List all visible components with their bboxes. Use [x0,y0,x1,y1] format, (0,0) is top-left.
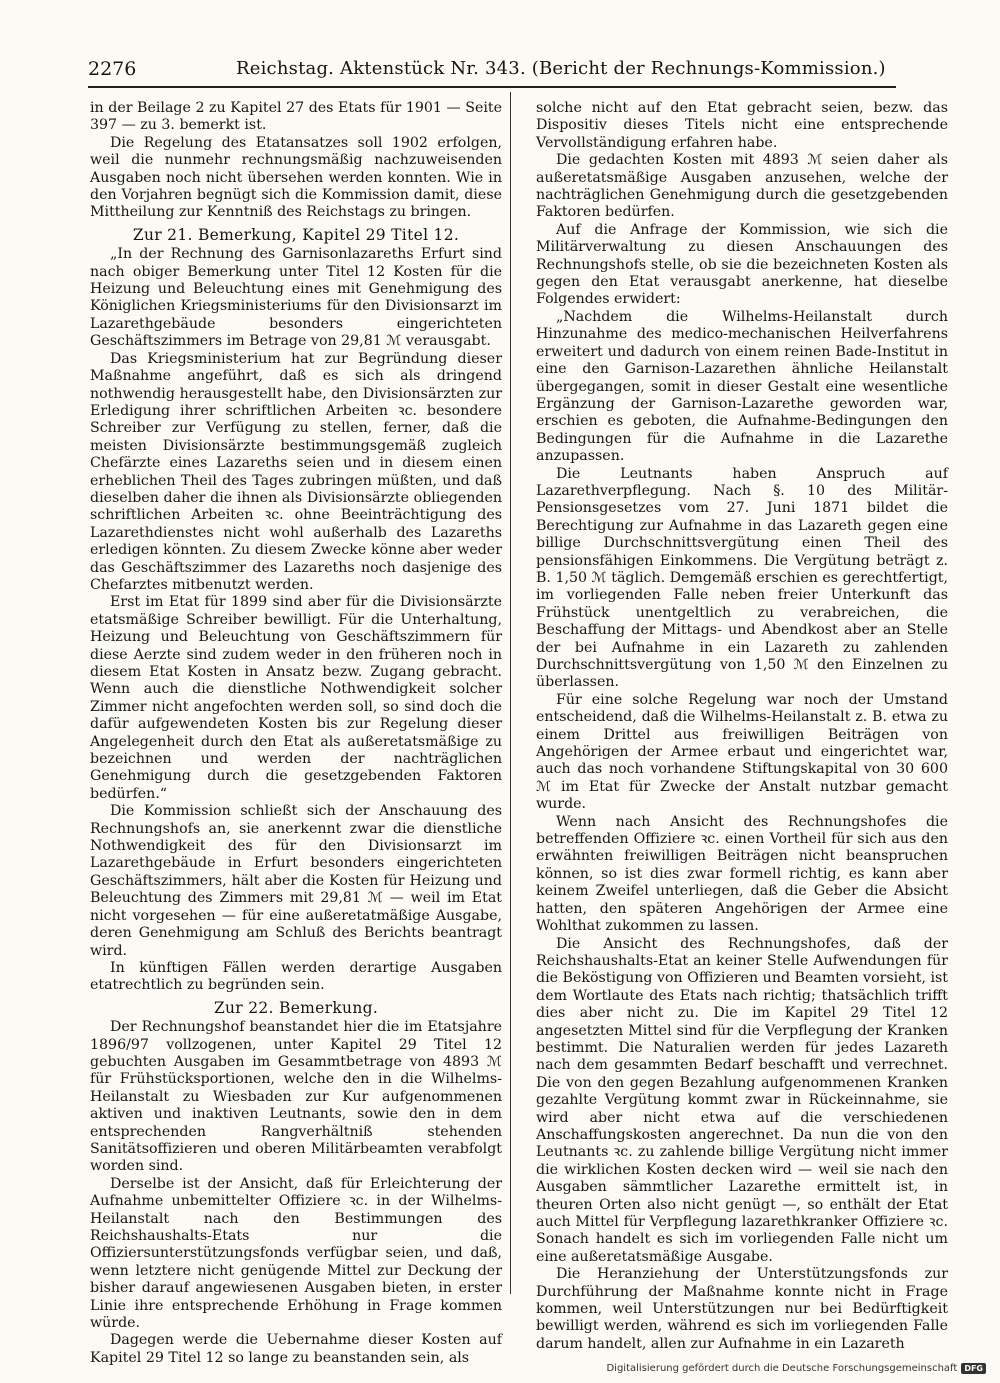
paragraph: Wenn nach Ansicht des Rechnungshofes die betreffenden Offiziere ꝛc. einen Vortheil für sich aus den erwähnten freiwilligen Beiträgen nicht beanspruchen können, so ist dies zwar formell richtig, es kann aber keinem Zweifel unterliegen, daß die Geber die Absicht hatten, den späteren Angehörigen der Armee eine Wohlthat zukommen zu lassen. [536,813,948,935]
page-number: 2276 [88,58,137,80]
paragraph: Der Rechnungshof beanstandet hier die im Etatsjahre 1896/97 vollzogenen, unter Kapitel 29 Titel 12 gebuchten Ausgaben im Gesammtbetrage von 4893 ℳ für Frühstücksportionen, welche den in die Wilhelms-Heilanstalt zu Wiesbaden zur Kur aufgenommenen aktiven und inaktiven Leutnants, sowie den in dem entsprechenden Rangverhältniß stehenden Sanitätsoffizieren und oberen Militärbeamten verabfolgt worden sind. [90,1019,502,1175]
column-divider [510,92,511,1294]
paragraph: In künftigen Fällen werden derartige Ausgaben etatrechtlich zu begründen sein. [90,959,502,994]
paragraph: Derselbe ist der Ansicht, daß für Erleichterung der Aufnahme unbemittelter Offiziere ꝛc. in der Wilhelms-Heilanstalt nach den Bestimmungen des Reichshaushalts-Etats nur die Offiziersunterstützungsfonds verfügbar seien, und daß, wenn letztere nicht genügende Mittel zur Deckung der bisher darauf angewiesenen Ausgaben bieten, in erster Linie ihre entsprechende Erhöhung in Frage kommen würde. [90,1175,502,1332]
paragraph: solche nicht auf den Etat gebracht seien, bezw. das Dispositiv dieses Titels nicht eine entsprechende Vervollständigung erfahren habe. [536,100,948,151]
paragraph: Die Leutnants haben Anspruch auf Lazarethverpflegung. Nach §. 10 des Militär-Pensionsgesetzes vom 27. Juni 1871 bildet die Berechtigung zur Aufnahme in das Lazareth gegen eine billige Durchschnittsvergütung einen Theil des pensionsfähigen Einkommens. Die Vergütung beträgt z. B. 1,50 ℳ täglich. Demgemäß erschien es gerechtfertigt, im vorliegenden Falle neben freier Unterkunft das Frühstück unentgeltlich zu verabreichen, die Beschaffung der Mittags- und Abendkost aber an Stelle der bei Aufnahme in ein Lazareth zu zahlenden Durchschnittsvergütung von 1,50 ℳ den Einzelnen zu überlassen. [536,465,948,691]
left-column [90,100,502,1367]
dfg-logo: DFG [961,1363,986,1374]
section-heading: Zur 22. Bemerkung. [213,998,379,1017]
right-column [536,100,948,1353]
paragraph: Für eine solche Regelung war noch der Umstand entscheidend, daß die Wilhelms-Heilanstalt z. B. etwa zu einem Drittel aus freiwilligen Beiträgen von Angehörigen der Armee erbaut und eingerichtet war, auch das noch vorhandene Stiftungskapital von 30 600 ℳ im Etat für Zwecke der Anstalt nutzbar gemacht wurde. [536,691,948,813]
paragraph: Die Regelung des Etatansatzes soll 1902 erfolgen, weil die nunmehr rechnungsmäßig nachzuweisenden Ausgaben noch nicht übersehen werden konnten. Wie in den Vorjahren begnügt sich die Kommission damit, diese Mittheilung zur Kenntniß des Reichstags zu bringen. [90,134,502,221]
paragraph: „In der Rechnung des Garnisonlazareths Erfurt sind nach obiger Bemerkung unter Titel 12 Kosten für die Heizung und Beleuchtung eines mit Genehmigung des Königlichen Kriegsministeriums für den Divisionsarzt im Lazarethgebäude besonders eingerichteten Geschäftszimmers im Betrage von 29,81 ℳ verausgabt. [90,246,502,350]
digitization-credit [606,1363,986,1374]
paragraph: Die Heranziehung der Unterstützungsfonds zur Durchführung der Maßnahme konnte nicht in Frage kommen, weil Unterstützungen nur bei Bedürftigkeit bewilligt werden, während es sich im vorliegenden Falle darum handelt, allen zur Aufnahme in ein Lazareth [536,1266,948,1352]
running-title: Reichstag. Aktenstück Nr. 343. (Bericht der Rechnungs-Kommission.) [236,58,886,79]
paragraph: Erst im Etat für 1899 sind aber für die Divisionsärzte etatsmäßige Schreiber bewilligt. Für die Unterhaltung, Heizung und Beleuchtung von Geschäftszimmern für diese Aerzte sind zudem weder in den früheren noch in diesem Etat Kosten in Ansatz bezw. Zugang gebracht. Wenn auch die dienstliche Nothwendigkeit solcher Zimmer nicht angefochten werden soll, so sind doch die dafür aufgewendeten Kosten bis zur Regelung dieser Angelegenheit durch den Etat als außeretatsmäßige zu bezeichnen und werden der nachträglichen Genehmigung durch die gesetzgebenden Faktoren bedürfen.“ [90,594,502,802]
paragraph: Dagegen werde die Uebernahme dieser Kosten auf Kapitel 29 Titel 12 so lange zu beanstanden sein, als [90,1332,502,1366]
paragraph: Die gedachten Kosten mit 4893 ℳ seien daher als außeretatsmäßige Ausgaben anzusehen, welche der nachträglichen Genehmigung durch die gesetzgebenden Faktoren bedürfen. [536,152,948,221]
header-rule [88,86,896,88]
paragraph: in der Beilage 2 zu Kapitel 27 des Etats für 1901 — Seite 397 — zu 3. bemerkt ist. [90,100,502,134]
paragraph: Die Ansicht des Rechnungshofes, daß der Reichshaushalts-Etat an keiner Stelle Aufwendungen für die Beköstigung von Offizieren und Beamten vorsieht, ist dem Wortlaute des Etats nach richtig; thatsächlich trifft dies aber nicht zu. Die im Kapitel 29 Titel 12 angesetzten Mittel sind für die Verpflegung der Kranken bestimmt. Die Naturalien werden für jedes Lazareth nach dem gesammten Bedarf beschafft und verrechnet. Die von den gegen Bezahlung aufgenommenen Kranken gezahlte Vergütung kommt zwar in Rückeinnahme, sie wird aber nicht etwa auf die verschiedenen Anschaffungskosten angerechnet. Da nun die von den Leutnants ꝛc. zu zahlende billige Vergütung nicht immer die wirklichen Kosten decken wird — weil sie nach den Ausgaben sämmtlicher Lazarethe ermittelt ist, in theuren Orten also nicht genügt —, so enthält der Etat auch Mittel für Verpflegung lazarethkranker Offiziere ꝛc. Sonach handelt es sich im vorliegenden Falle nicht um eine außeretatsmäßige Ausgabe. [536,935,948,1265]
paragraph: „Nachdem die Wilhelms-Heilanstalt durch Hinzunahme des medico-mechanischen Heilverfahrens erweitert und dadurch von einem reinen Bade-Institut in eine den Garnison-Lazarethen ähnliche Heilanstalt übergegangen, somit in dieser Gestalt eine wesentliche Ergänzung der Garnison-Lazarethe geworden war, erschien es geboten, die Aufnahme-Bedingungen den Bedingungen für die Aufnahme in die Lazarethe anzupassen. [536,308,948,465]
paragraph: Das Kriegsministerium hat zur Begründung dieser Maßnahme angeführt, daß es sich als dringend nothwendig herausgestellt habe, den Divisionsärzten zur Erledigung ihrer schriftlichen Arbeiten ꝛc. besondere Schreiber zur Verfügung zu stellen, ferner, daß die meisten Divisionsärzte bestimmungsgemäß zugleich Chefärzte eines Lazareths seien und in diesem einen erheblichen Theil des Tages zubringen müßten, und daß dieselben daher die ihnen als Divisionsärzte obliegenden schriftlichen Arbeiten ꝛc. ohne Beeinträchtigung des Lazarethdienstes nicht wohl außerhalb des Lazareths erledigen könnten. Zu diesem Zwecke könne aber weder das Geschäftszimmer des Lazareths noch dasjenige des Chefarztes mitbenutzt werden. [90,350,502,593]
paragraph: Die Kommission schließt sich der Anschauung des Rechnungshofs an, sie anerkennt zwar die dienstliche Nothwendigkeit des für den Divisionsarzt im Lazarethgebäude in Erfurt besonders eingerichteten Geschäftszimmers, hält aber die Kosten für Heizung und Beleuchtung des Zimmers mit 29,81 ℳ — weil im Etat nicht vorgesehen — für eine außeretatmäßige Ausgabe, deren Genehmigung am Schluß des Berichts beantragt wird. [90,803,502,959]
paragraph: Auf die Anfrage der Kommission, wie sich die Militärverwaltung zu diesen Anschauungen des Rechnungshofs stelle, ob sie die bezeichneten Kosten als gegen den Etat verausgabt anerkenne, hat dieselbe Folgendes erwidert: [536,221,948,308]
page-header [88,56,888,86]
section-heading: Zur 21. Bemerkung, Kapitel 29 Titel 12. [132,225,460,244]
credit-text: Digitalisierung gefördert durch die Deutsche Forschungsgemeinschaft [606,1363,958,1374]
